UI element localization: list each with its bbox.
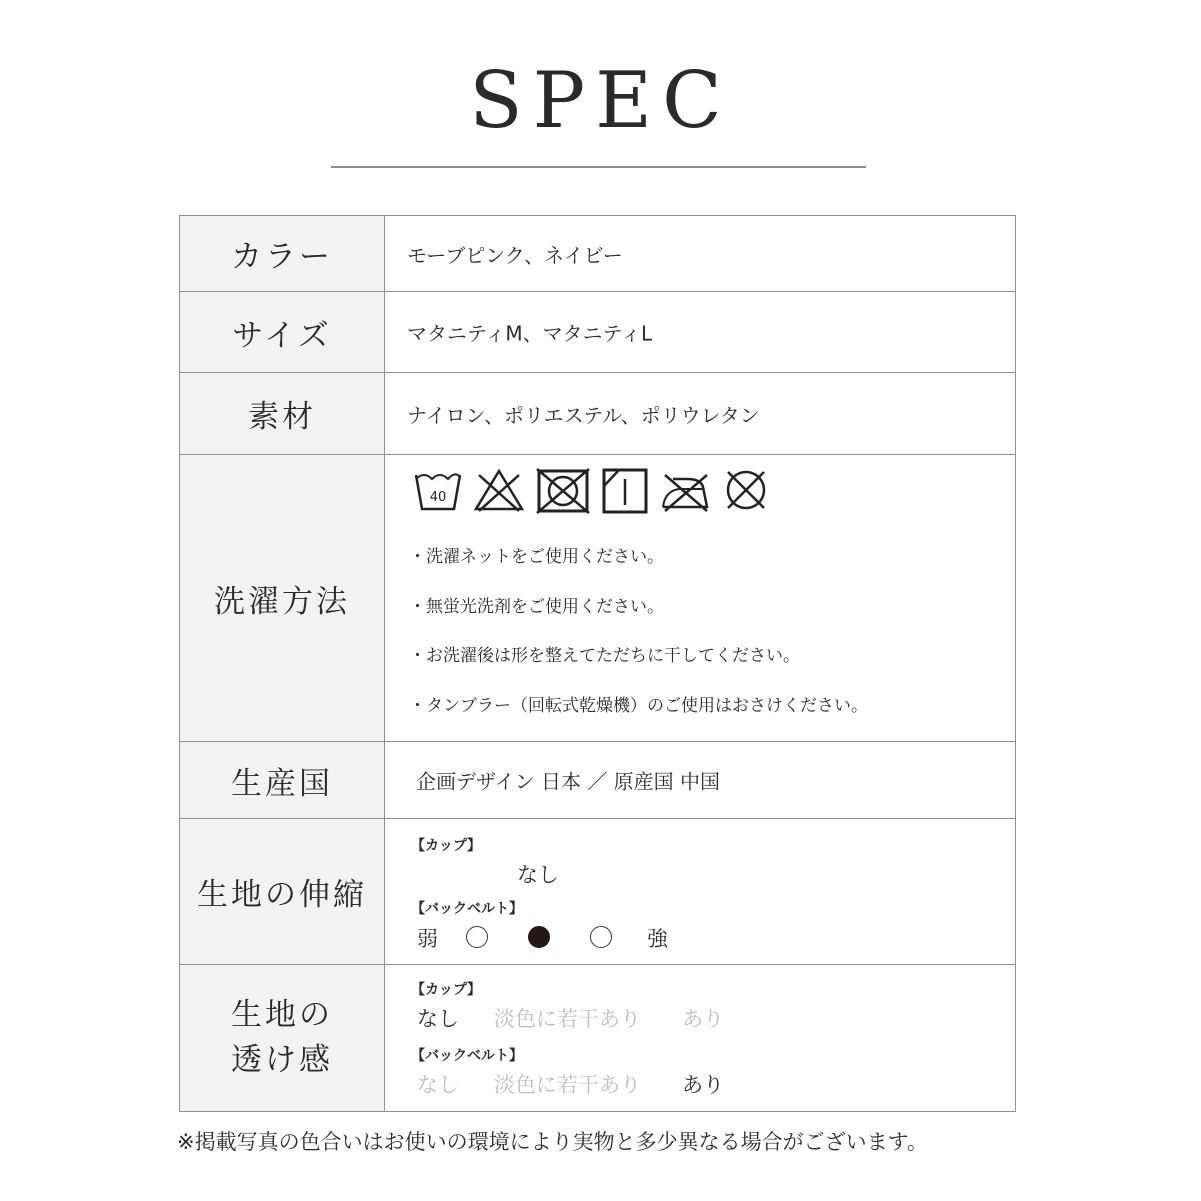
line-dry-icon <box>601 467 649 515</box>
color-value: モーブピンク、ネイビー <box>407 243 623 267</box>
spec-row-material <box>180 373 1015 455</box>
washing-note: ・お洗濯後は形を整えてただちに干してください。 <box>409 646 800 666</box>
spec-label-color: カラー <box>180 216 385 291</box>
care-icons <box>413 467 771 515</box>
washing-note: ・洗濯ネットをご使用ください。 <box>409 547 664 567</box>
spec-value-washing <box>385 455 1015 741</box>
page-title: SPEC <box>469 56 732 146</box>
sheer-band-heading: 【バックベルト】 <box>411 1048 523 1064</box>
washing-note: ・無蛍光洗剤をご使用ください。 <box>409 597 664 617</box>
sheer-label-line1: 生地の <box>231 997 333 1033</box>
sheer-cup-option: あり <box>682 1007 724 1031</box>
spec-row-size <box>180 292 1015 373</box>
wash-40-icon <box>413 467 463 513</box>
no-tumble-dry-icon <box>535 467 591 515</box>
stretch-weak-label: 弱 <box>417 927 438 951</box>
origin-value: 企画デザイン 日本 ／ 原産国 中国 <box>416 769 721 794</box>
spec-row-washing <box>180 455 1015 742</box>
footer-note: ※掲載写真の色合いはお使いの環境により実物と多少異なる場合がございます。 <box>177 1130 928 1154</box>
material-value: ナイロン、ポリエステル、ポリウレタン <box>407 403 760 427</box>
spec-label-washing: 洗濯方法 <box>180 455 385 741</box>
spec-value-origin <box>385 742 1015 818</box>
sheer-cup-heading: 【カップ】 <box>411 982 481 998</box>
stretch-cup-value: なし <box>517 863 559 887</box>
spec-row-sheer <box>180 965 1015 1112</box>
stretch-strong-label: 強 <box>647 927 668 951</box>
sheer-band-option: 淡色に若干あり <box>494 1073 641 1097</box>
spec-row-color <box>180 216 1015 292</box>
sheer-band-option: なし <box>417 1073 459 1097</box>
wash-temp-label: 40 <box>429 490 447 505</box>
spec-label-sheer <box>180 965 385 1111</box>
sheer-cup-option: 淡色に若干あり <box>494 1007 641 1031</box>
spec-label-stretch: 生地の伸縮 <box>180 819 385 964</box>
stretch-cup-heading: 【カップ】 <box>411 838 481 854</box>
spec-label-origin: 生産国 <box>180 742 385 818</box>
stretch-band-heading: 【バックベルト】 <box>411 901 523 917</box>
spec-value-color <box>385 216 1015 291</box>
title-divider <box>331 166 866 168</box>
sheer-band-option: あり <box>682 1073 724 1097</box>
spec-value-size <box>385 292 1015 372</box>
spec-value-stretch <box>385 819 1015 964</box>
no-dry-clean-icon <box>721 467 771 513</box>
spec-value-material <box>385 373 1015 454</box>
size-value: マタニティM、マタニティL <box>407 321 653 346</box>
washing-note: ・タンブラー（回転式乾燥機）のご使用はおさけください。 <box>409 696 868 716</box>
no-iron-icon <box>659 467 711 513</box>
spec-row-origin <box>180 742 1015 819</box>
no-bleach-icon <box>473 467 525 513</box>
sheer-label-line2: 透け感 <box>231 1042 333 1078</box>
spec-table <box>179 215 1016 1112</box>
sheer-cup-option: なし <box>417 1007 459 1031</box>
stretch-scale-dot <box>528 926 550 948</box>
stretch-scale-dot <box>466 926 488 948</box>
spec-label-material: 素材 <box>180 373 385 454</box>
stretch-scale-dot <box>590 926 612 948</box>
spec-value-sheer <box>385 965 1015 1111</box>
spec-label-size: サイズ <box>180 292 385 372</box>
spec-row-stretch <box>180 819 1015 965</box>
